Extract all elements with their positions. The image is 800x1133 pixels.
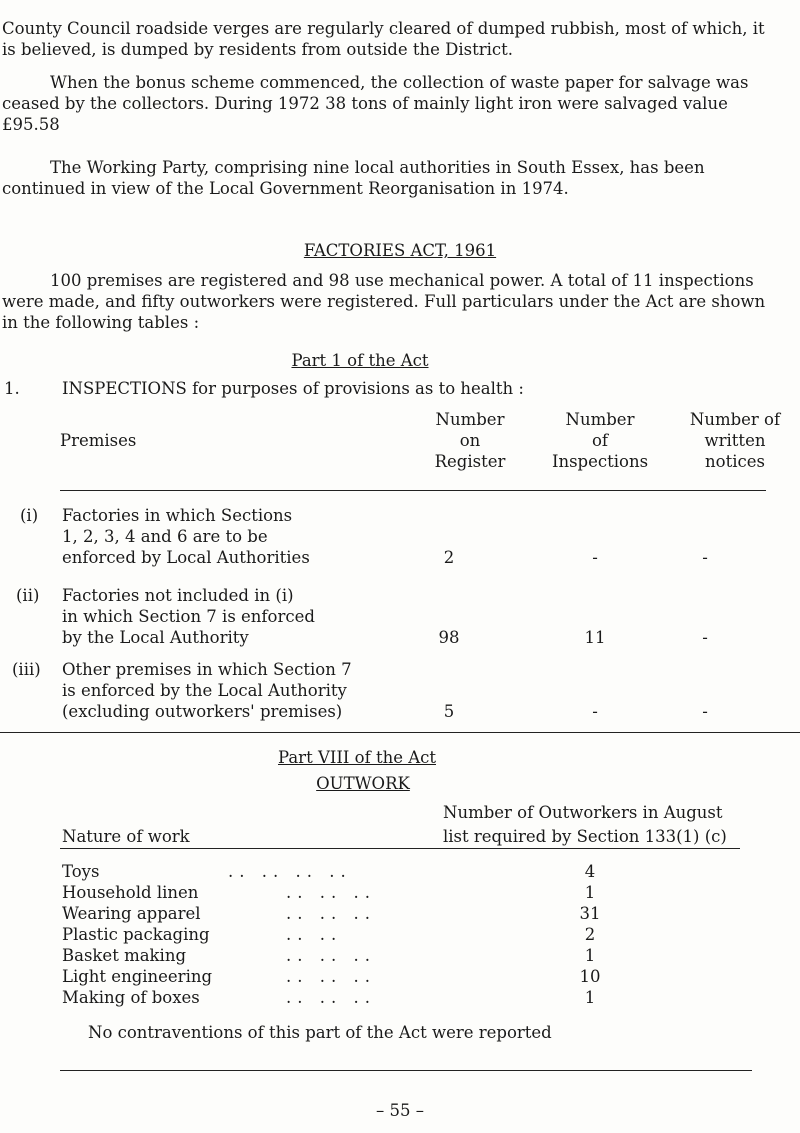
table-header-rule bbox=[60, 490, 766, 491]
row-description: Factories not included in (i) in which Section 7 is enforced by the Local Authority bbox=[62, 586, 315, 647]
section-title: INSPECTIONS for purposes of provisions as to health : bbox=[62, 379, 524, 398]
row-notices: - bbox=[702, 548, 708, 567]
outwork-nature: Wearing apparel bbox=[62, 904, 201, 923]
row-register: 98 bbox=[438, 628, 460, 647]
outwork-title-wrap bbox=[0, 773, 726, 794]
row-register: 5 bbox=[443, 702, 455, 721]
factories-intro: 100 premises are registered and 98 use mechanical power. A total of 11 inspections were made, and fifty outworkers were registered. Full particulars under the Act are shown in the following tables : bbox=[2, 271, 766, 332]
outwork-leader: .. .. .. bbox=[286, 904, 376, 923]
col-notices: Number of written notices bbox=[689, 410, 781, 471]
part8-heading: Part VIII of the Act bbox=[277, 748, 436, 767]
factories-heading-wrap bbox=[0, 240, 800, 261]
row-number: (i) bbox=[20, 506, 39, 525]
col-premises: Premises bbox=[60, 431, 137, 450]
outwork-nature: Basket making bbox=[62, 946, 187, 965]
section-number: 1. bbox=[4, 379, 20, 398]
outwork-count: 1 bbox=[584, 883, 596, 902]
row-notices: - bbox=[702, 702, 708, 721]
outwork-leader: .. .. bbox=[286, 925, 343, 944]
col-register: Number on Register bbox=[434, 410, 506, 471]
row-number: (iii) bbox=[12, 660, 41, 679]
row-inspections: - bbox=[592, 548, 598, 567]
outwork-count: 1 bbox=[584, 946, 596, 965]
part1-heading: Part 1 of the Act bbox=[291, 351, 429, 370]
col-outworkers-line2: list required by Section 133(1) (c) bbox=[443, 827, 727, 846]
paragraph-salvage: When the bonus scheme commenced, the collection of waste paper for salvage was ceased by the collectors. During 1972 38 tons of mainly light iron were salvaged value £95.58 bbox=[2, 73, 749, 134]
paragraph-verges: County Council roadside verges are regularly cleared of dumped rubbish, most of which, it is believed, is dumped by residents from outside the District. bbox=[2, 19, 765, 59]
outwork-leader: .. .. .. bbox=[286, 946, 376, 965]
paragraph-working-party: The Working Party, comprising nine local authorities in South Essex, has been continued in view of the Local Government Reorganisation in 1974. bbox=[2, 158, 705, 198]
outwork-count: 10 bbox=[579, 967, 601, 986]
outwork-count: 2 bbox=[584, 925, 596, 944]
row-description: Factories in which Sections 1, 2, 3, 4 and 6 are to be enforced by Local Authorities bbox=[62, 506, 310, 567]
col-inspections: Number of Inspections bbox=[551, 410, 649, 471]
outwork-leader: .. .. .. .. bbox=[228, 862, 352, 881]
page-number: – 55 – bbox=[376, 1101, 424, 1120]
outwork-count: 4 bbox=[584, 862, 596, 881]
row-number: (ii) bbox=[16, 586, 40, 605]
outwork-leader: .. .. .. bbox=[286, 967, 376, 986]
outwork-header-rule bbox=[60, 848, 740, 849]
outwork-count: 31 bbox=[579, 904, 601, 923]
outwork-count: 1 bbox=[584, 988, 596, 1007]
row-notices: - bbox=[702, 628, 708, 647]
outwork-footer: No contraventions of this part of the Act were reported bbox=[88, 1023, 552, 1042]
outwork-nature: Toys bbox=[62, 862, 100, 881]
row-description: Other premises in which Section 7 is enforced by the Local Authority (excluding outworkers' premises) bbox=[62, 660, 352, 721]
table-bottom-rule bbox=[0, 732, 800, 733]
outwork-nature: Light engineering bbox=[62, 967, 213, 986]
col-nature-of-work: Nature of work bbox=[62, 827, 190, 846]
outwork-title: OUTWORK bbox=[316, 774, 410, 793]
part1-heading-wrap bbox=[0, 350, 720, 371]
outwork-nature: Making of boxes bbox=[62, 988, 200, 1007]
part8-heading-wrap bbox=[0, 747, 714, 768]
outwork-leader: .. .. .. bbox=[286, 988, 376, 1007]
outwork-nature: Household linen bbox=[62, 883, 199, 902]
col-outworkers-line1: Number of Outworkers in August bbox=[443, 803, 723, 822]
outwork-leader: .. .. .. bbox=[286, 883, 376, 902]
row-register: 2 bbox=[443, 548, 455, 567]
row-inspections: 11 bbox=[584, 628, 606, 647]
factories-act-heading: FACTORIES ACT, 1961 bbox=[303, 241, 497, 260]
outwork-nature: Plastic packaging bbox=[62, 925, 210, 944]
row-inspections: - bbox=[592, 702, 598, 721]
page-bottom-rule bbox=[60, 1070, 752, 1071]
